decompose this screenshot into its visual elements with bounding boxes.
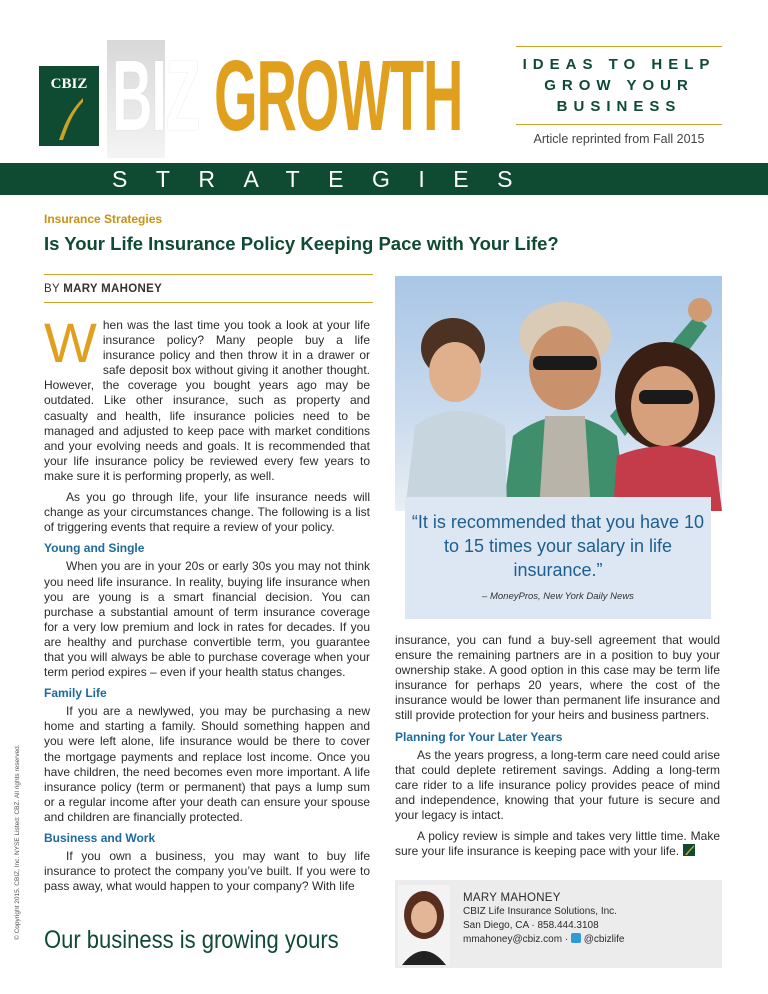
section-label: Insurance Strategies <box>44 212 163 226</box>
paragraph-later: As the years progress, a long-term care need could arise that could deplete retirement savings. Adding a long-term care rider to a life insurance policy provides peace of mind and independence, knowing that your future is secure and your legacy is intact. <box>395 747 720 823</box>
cbiz-logo <box>39 66 99 146</box>
heading-young-single: Young and Single <box>44 541 145 556</box>
bio-company: CBIZ Life Insurance Solutions, Inc. <box>463 906 617 917</box>
pull-quote-source: – MoneyPros, New York Daily News <box>482 591 634 602</box>
dropcap: W <box>44 311 97 374</box>
paragraph-business-cont: insurance, you can fund a buy-sell agreement that would ensure the remaining partners are in a position to buy your ownership stake. A good option in this case may be term life insurance for perhaps 20 years, where the cost of the insurance would be lower than permanent life insurance and still provide protection for your heirs and business partners. <box>395 633 720 723</box>
bio-name: MARY MAHONEY <box>463 892 561 904</box>
final-text: A policy review is simple and takes very little time. Make sure your life insurance is keeping pace with your life. <box>395 829 720 859</box>
author-bio <box>463 891 624 947</box>
author-portrait <box>398 885 450 965</box>
paragraph-intro <box>44 311 370 484</box>
right-column <box>395 633 720 865</box>
paragraph-final <box>395 829 720 859</box>
band-title: STRATEGIES <box>112 166 541 192</box>
pull-quote: “It is recommended that you have 10 to 15 times your salary in life insurance.” <box>411 512 705 580</box>
byline-rule-bottom <box>44 302 373 303</box>
copyright-notice: © Copyright 2015. CBIZ, Inc. NYSE Listed: CBZ. All rights reserved. <box>14 744 21 940</box>
title-growth: GROWTH <box>214 40 463 152</box>
title-biz: BIZ <box>112 40 199 152</box>
bio-contact: mmahoney@cbiz.com · @cbizlife <box>463 934 625 945</box>
logo-swoosh-icon <box>53 96 85 142</box>
tagline-line-3: BUSINESS <box>556 98 682 115</box>
heading-later-years: Planning for Your Later Years <box>395 729 563 744</box>
byline-rule-top <box>44 274 373 275</box>
paragraph-business: If you own a business, you may want to buy life insurance to protect the company you’ve built. If you were to pass away, what would happen to your company? With life <box>44 849 370 894</box>
bio-twitter[interactable]: @cbizlife <box>583 934 625 945</box>
tagline-line-1: IDEAS TO HELP <box>522 56 716 73</box>
tagline-rule-bottom <box>516 124 722 125</box>
family-photo-illustration <box>395 276 722 511</box>
tagline-rule-top <box>516 46 722 47</box>
logo-text: CBIZ <box>50 76 88 92</box>
tagline <box>516 54 722 117</box>
reprint-note: Article reprinted from Fall 2015 <box>533 132 705 146</box>
heading-business-work: Business and Work <box>44 831 156 845</box>
byline-prefix: BY <box>44 283 64 295</box>
tagline-line-2: GROW YOUR <box>544 77 694 94</box>
left-column <box>44 311 370 900</box>
paragraph-young: When you are in your 20s or early 30s you may not think you need life insurance. In reality, buying life insurance when you are young is a smart financial decision. You can purchase a substantial amount of term insurance coverage for a very low premium and lock in rates for decades. If you are healthy and purchase convertible term, you guarantee that you will always be able to purchase coverage when your term period expires – even if your health status changes. <box>44 559 370 680</box>
end-mark-icon <box>683 844 695 856</box>
bio-location: San Diego, CA · 858.444.3108 <box>463 920 599 931</box>
intro-text: hen was the last time you took a look at your life insurance policy? Many people buy a life insurance policy and then throw it in a drawer or safe deposit box without giving it another thought. However, the coverage you bought years ago may be outdated. Like other insurance, such as property and casualty and health, life insurance policies need to be managed and adjusted to keep pace with market conditions and your evolving needs and goals. It is recommended that your life insurance policy be reviewed every few years to make sure it is performing properly, as well. <box>44 318 370 483</box>
author-name: MARY MAHONEY <box>63 283 163 295</box>
paragraph-family: If you are a newlywed, you may be purchasing a new home and starting a family. Should something happen and you were left alone, life insurance would be there to cover the mortgage payments and replace lost income. Once you have children, the need becomes even more important. A life insurance policy (term or permanent) that pays a lump sum or a regular income after your death can ensure your spouse and children are financially protected. <box>44 704 370 824</box>
heading-family-life: Family Life <box>44 686 107 701</box>
author-photo <box>398 885 450 965</box>
paragraph-2: As you go through life, your life insurance needs will change as your circumstances change. The following is a list of triggering events that require a review of your policy. <box>44 490 370 535</box>
footer-slogan: Our business is growing yours <box>44 926 339 954</box>
family-photo <box>395 276 722 511</box>
bio-email[interactable]: mmahoney@cbiz.com <box>463 934 563 945</box>
byline <box>44 283 162 295</box>
article-headline: Is Your Life Insurance Policy Keeping Pace with Your Life? <box>44 233 559 254</box>
twitter-icon <box>571 933 581 943</box>
